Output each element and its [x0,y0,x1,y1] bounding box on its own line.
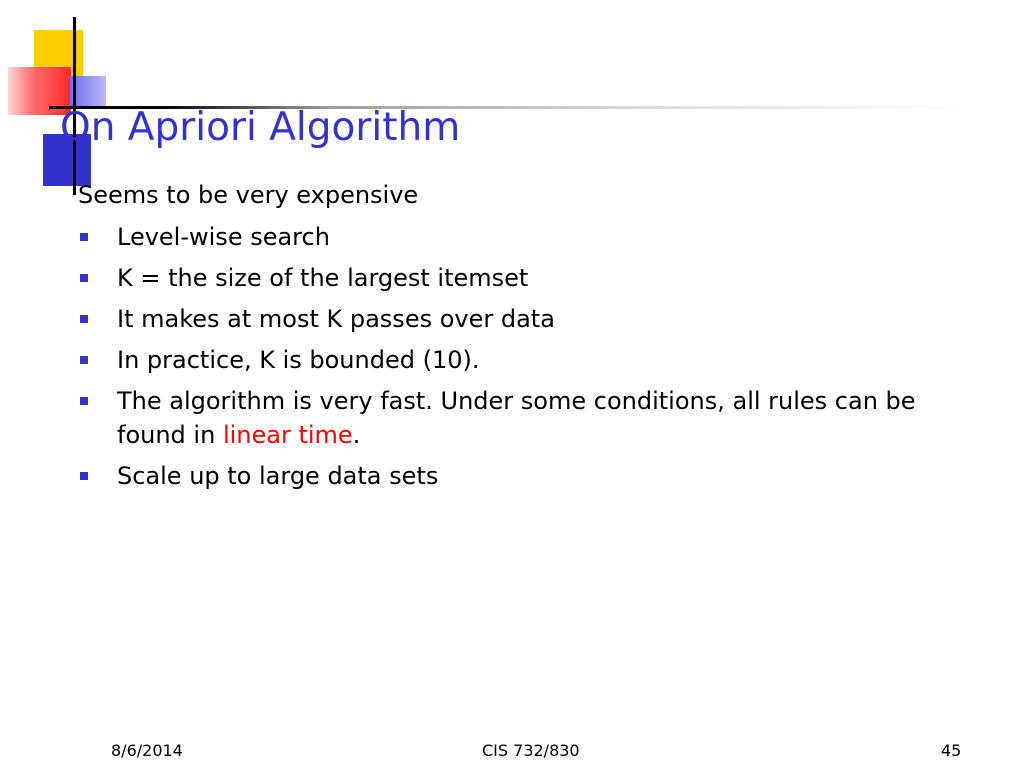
footer-page-number: 45 [941,741,962,760]
list-item-text: In practice, K is bounded (10). [117,346,480,374]
list-item [0,302,967,336]
square-bullet-icon [80,315,88,323]
square-bullet-icon [80,233,88,241]
footer-date: 8/6/2014 [111,741,183,760]
square-bullet-icon [80,397,88,405]
list-item-text: It makes at most K passes over data [117,305,555,333]
list-item [0,343,967,377]
list-item [0,459,967,493]
square-bullet-icon [80,274,88,282]
list-item [0,384,967,452]
highlight-suffix: . [352,421,361,449]
highlight-text: linear time [222,421,353,449]
list-item-text: The algorithm is very fast. Under some conditions, all rules can be found in [117,387,916,449]
intro-text: Seems to be very expensive [78,181,419,209]
list-item-text: K = the size of the largest itemset [117,264,529,292]
list-item-text: Level-wise search [117,223,330,251]
square-bullet-icon [80,356,88,364]
list-item [0,261,967,295]
list-item-text: Scale up to large data sets [117,462,439,490]
list-item [0,220,967,254]
bullet-list [0,220,1024,500]
footer-course: CIS 732/830 [482,741,580,760]
square-bullet-icon [80,472,88,480]
slide-title: On Apriori Algorithm [60,105,461,150]
